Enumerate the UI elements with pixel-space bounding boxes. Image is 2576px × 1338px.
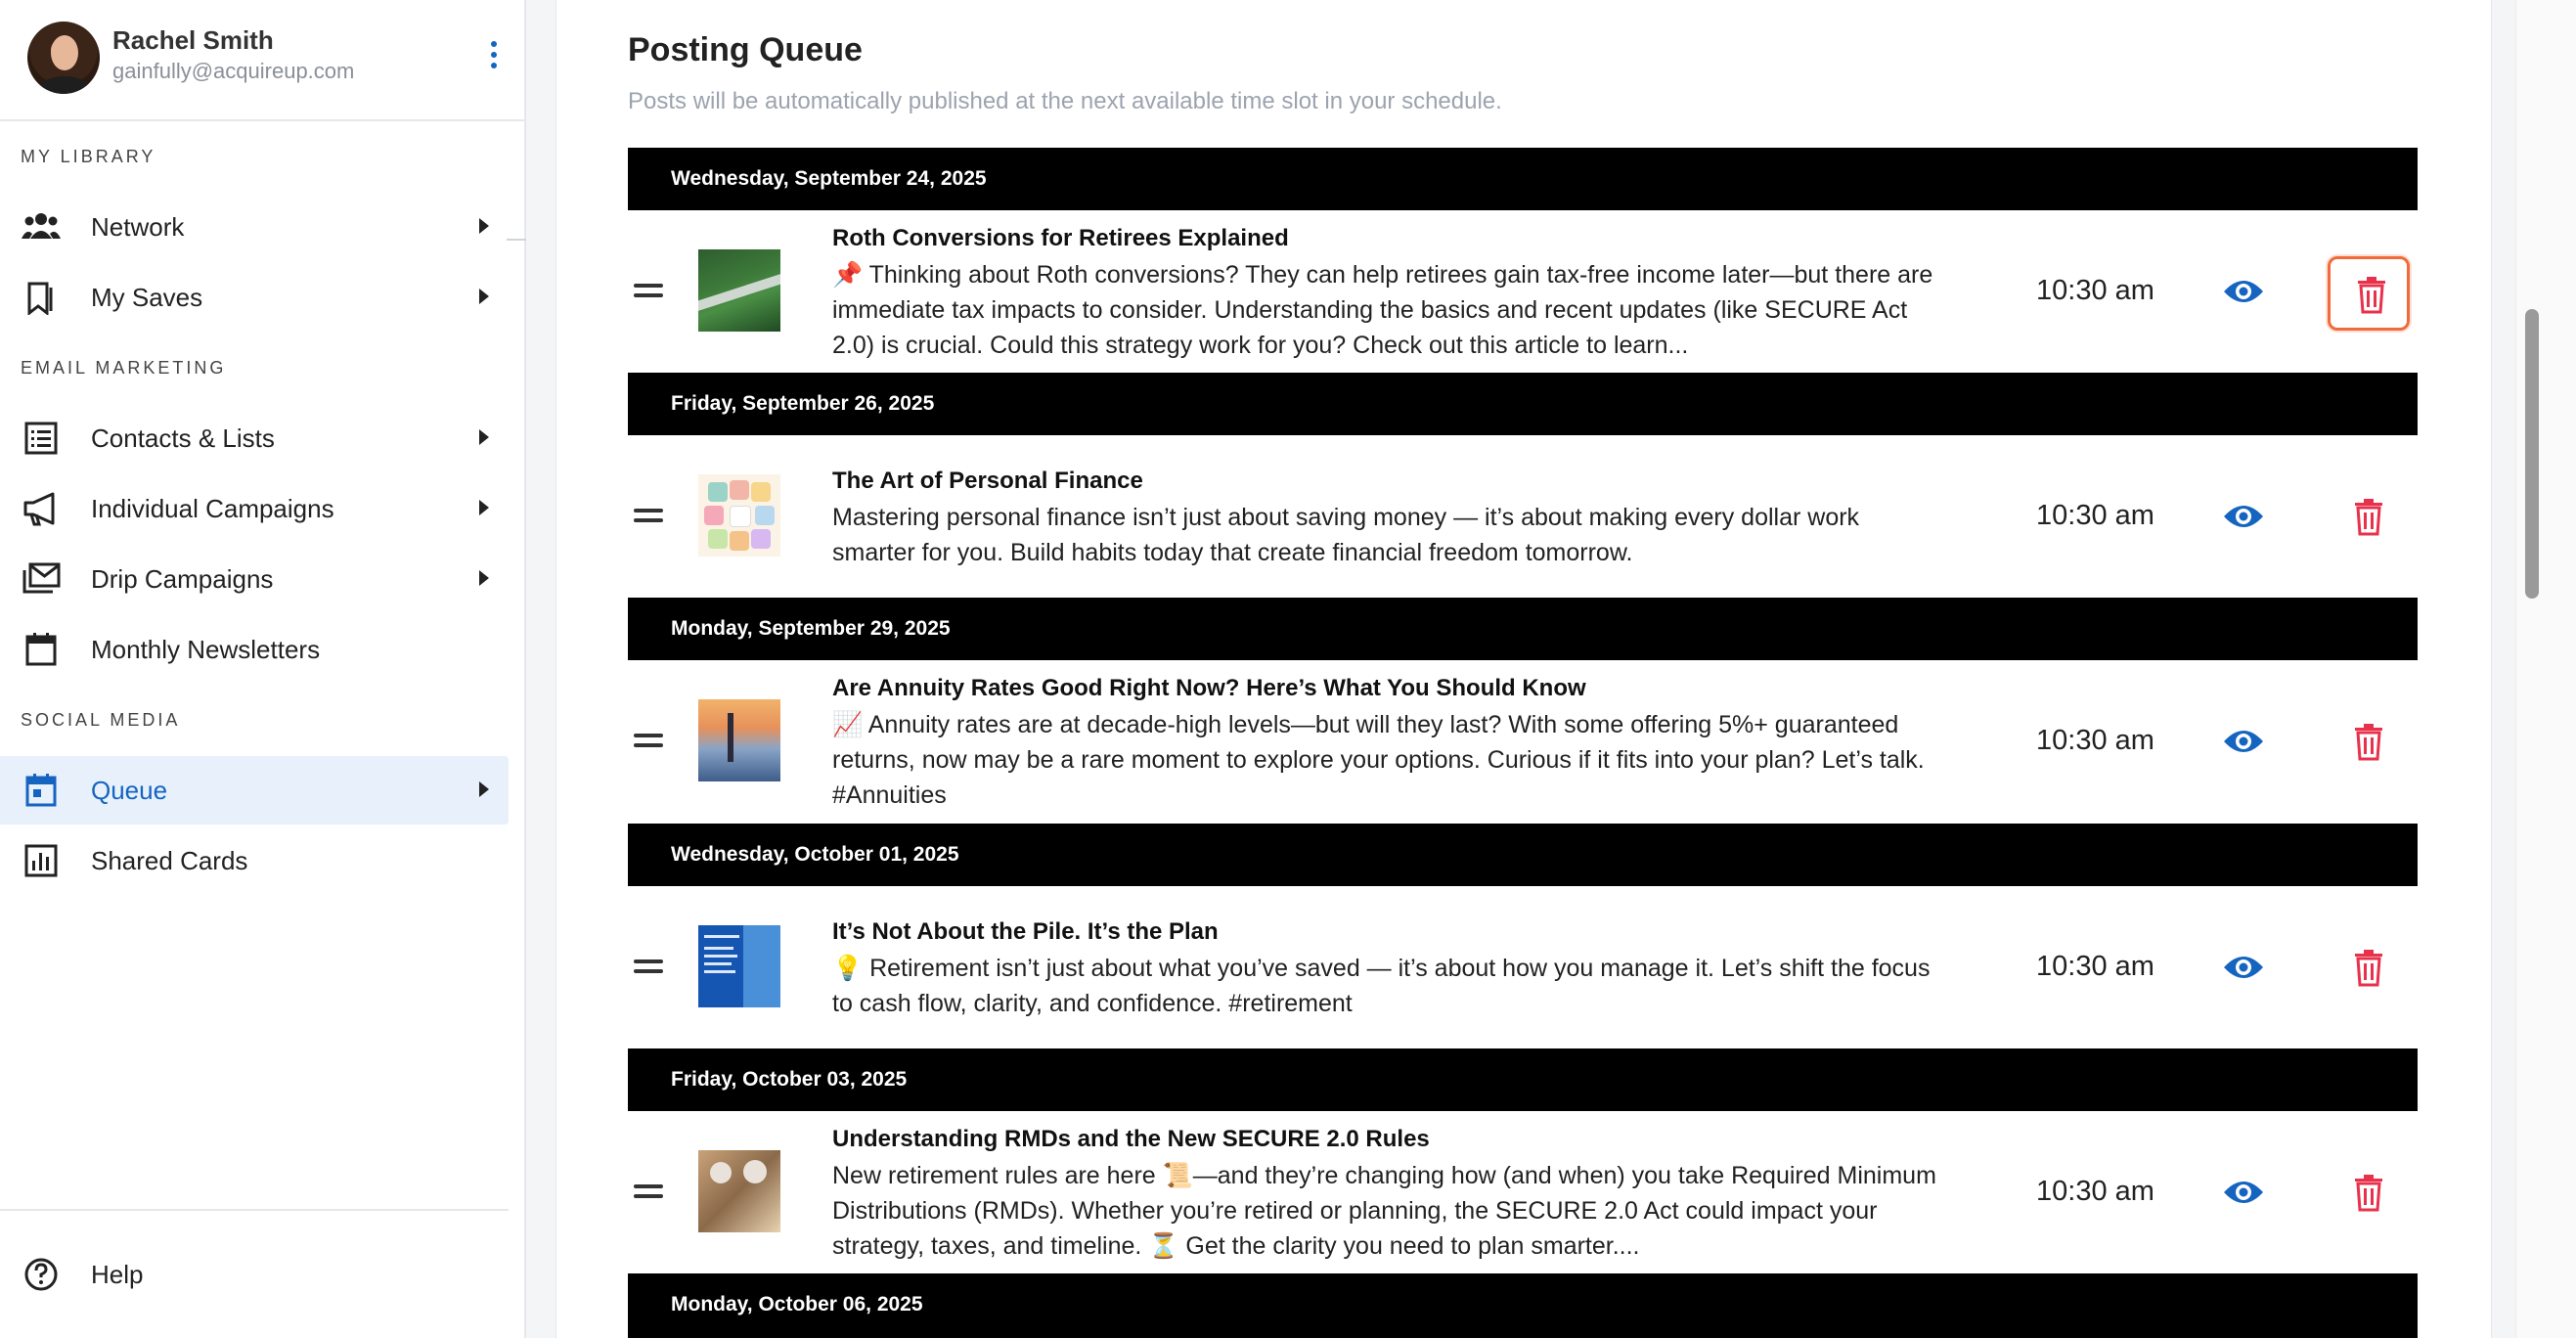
preview-eye-icon[interactable] [2220,718,2267,765]
megaphone-icon [22,491,61,526]
post-thumbnail [698,699,780,781]
queue-post [628,210,2418,373]
date-header: Monday, September 29, 2025 [628,598,2418,660]
people-icon [22,209,61,245]
trash-icon [2351,722,2386,761]
mail-stack-icon [22,561,61,597]
sidebar-item-queue[interactable] [0,756,509,825]
post-time: 10:30 am [2036,500,2154,531]
delete-button[interactable] [2328,481,2410,556]
date-header: Monday, October 06, 2025 [628,1273,2418,1338]
drag-handle-icon[interactable] [634,1184,663,1200]
preview-eye-icon[interactable] [2220,268,2267,315]
bookmark-icon [22,280,61,315]
bar-chart-icon [22,843,61,878]
post-thumbnail [698,925,780,1007]
delete-button[interactable] [2328,256,2410,331]
sidebar-item-help[interactable] [0,1240,509,1309]
trash-icon [2351,948,2386,987]
post-body: 📌 Thinking about Roth conversions? They can help retirees gain tax-free income later—but there are immediate tax impacts to consider. Understanding the basics and recent updates (like SECURE Act 2.0) is crucial. Could this strategy work for you? Check out this article to learn... [832,261,1933,359]
sidebar-item-drip-campaigns[interactable] [0,545,509,613]
trash-icon [2351,1173,2386,1212]
section-label-my-library: MY LIBRARY [21,147,156,166]
delete-button[interactable] [2328,706,2410,780]
sidebar-item-label: Contacts & Lists [91,424,275,453]
sidebar-item-label: Network [91,212,185,242]
post-thumbnail [698,249,780,332]
chevron-right-icon [479,570,489,586]
sidebar-item-label: Shared Cards [91,846,248,875]
posting-queue-panel [555,0,2492,1338]
date-header: Friday, October 03, 2025 [628,1048,2418,1111]
sidebar-item-individual-campaigns[interactable] [0,474,509,543]
chevron-right-icon [479,781,489,797]
post-body: New retirement rules are here 📜—and they’re changing how (and when) you take Required Minimum Distributions (RMDs). Whether you’re retired or planning, the SECURE 2.0 Act could impact your strategy, taxes, and timeline. ⏳ Get the clarity you need to plan smarter.... [832,1162,1936,1260]
post-title: The Art of Personal Finance [832,468,1143,494]
sidebar-item-my-saves[interactable] [0,263,509,332]
sidebar-item-contacts-lists[interactable] [0,404,509,472]
post-time: 10:30 am [2036,275,2154,306]
scrollbar-track[interactable] [2515,0,2576,1338]
queue-post [628,886,2418,1048]
page-subtitle: Posts will be automatically published at the next available time slot in your schedule. [628,88,1502,114]
section-label-social-media: SOCIAL MEDIA [21,710,181,730]
chevron-right-icon [479,218,489,234]
sidebar-item-label: Help [91,1260,144,1289]
delete-button[interactable] [2328,932,2410,1006]
help-icon [22,1257,61,1292]
post-time: 10:30 am [2036,1176,2154,1207]
preview-eye-icon[interactable] [2220,1169,2267,1216]
page-title: Posting Queue [628,31,863,68]
post-body: Mastering personal finance isn’t just about saving money — it’s about making every dollar work smarter for you. Build habits today that create financial freedom tomorrow. [832,504,1860,566]
sidebar-item-label: My Saves [91,283,203,312]
post-body: 💡 Retirement isn’t just about what you’ve saved — it’s about how you manage it. Let’s shift the focus to cash flow, clarity, and confidence. #retirement [832,955,1931,1017]
list-icon [22,421,61,456]
calendar-icon [22,632,61,667]
divider [0,1209,509,1211]
chevron-right-icon [479,289,489,304]
scrollbar-thumb[interactable] [2525,309,2539,599]
post-thumbnail [698,1150,780,1232]
post-thumbnail [698,474,780,557]
drag-handle-icon[interactable] [634,959,663,975]
main-area [526,0,2576,1338]
queue-post [628,660,2418,823]
date-header: Friday, September 26, 2025 [628,373,2418,435]
sidebar-item-shared-cards[interactable] [0,826,509,895]
more-options-icon[interactable] [487,41,501,74]
preview-eye-icon[interactable] [2220,944,2267,991]
post-title: Roth Conversions for Retirees Explained [832,225,1289,251]
sidebar-item-label: Individual Campaigns [91,494,334,523]
post-time: 10:30 am [2036,951,2154,982]
drag-handle-icon[interactable] [634,509,663,524]
drag-handle-icon[interactable] [634,734,663,749]
queue-post [628,435,2418,598]
user-profile [0,0,526,121]
sidebar-item-label: Queue [91,776,168,805]
drag-handle-icon[interactable] [634,284,663,299]
divider [507,239,526,241]
date-header: Wednesday, September 24, 2025 [628,148,2418,210]
post-title: Are Annuity Rates Good Right Now? Here’s What You Should Know [832,675,1586,701]
sidebar-item-label: Monthly Newsletters [91,635,321,664]
chevron-right-icon [479,429,489,445]
sidebar [0,0,526,1338]
post-title: It’s Not About the Pile. It’s the Plan [832,918,1219,945]
sidebar-item-label: Drip Campaigns [91,564,274,594]
trash-icon [2354,275,2389,314]
date-header: Wednesday, October 01, 2025 [628,824,2418,886]
calendar-today-icon [22,773,61,808]
user-email: gainfully@acquireup.com [112,59,355,83]
section-label-email-marketing: EMAIL MARKETING [21,358,227,378]
chevron-right-icon [479,500,489,515]
post-time: 10:30 am [2036,725,2154,756]
queue-post [628,1111,2418,1273]
avatar[interactable] [27,22,100,94]
sidebar-item-monthly-newsletters[interactable] [0,615,509,684]
user-name: Rachel Smith [112,25,274,55]
trash-icon [2351,497,2386,536]
delete-button[interactable] [2328,1157,2410,1231]
post-title: Understanding RMDs and the New SECURE 2.0 Rules [832,1126,1430,1152]
preview-eye-icon[interactable] [2220,493,2267,540]
sidebar-item-network[interactable] [0,193,509,261]
post-body: 📈 Annuity rates are at decade-high levels—but will they last? With some offering 5%+ guaranteed returns, now may be a rare moment to explore your options. Curious if it fits into your plan? Let’s talk. #Annuities [832,711,1925,809]
